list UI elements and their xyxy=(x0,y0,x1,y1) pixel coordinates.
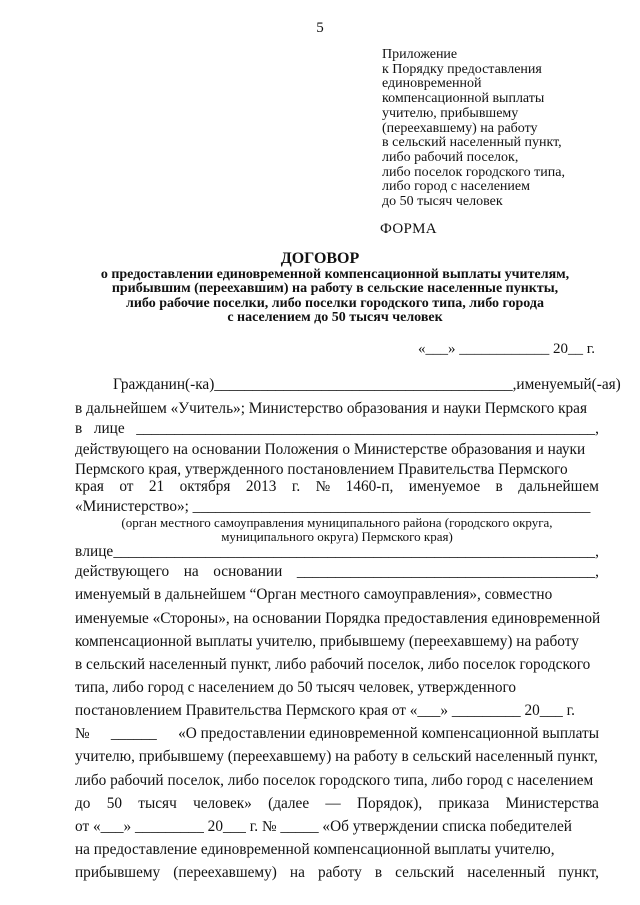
word: именуемое xyxy=(408,478,481,495)
word: лице xyxy=(82,543,114,560)
word: от xyxy=(119,478,134,495)
body-line-17: учителю, прибывшему (переехавшему) на работу в сельский населенный пункт, xyxy=(75,748,598,765)
word: Порядок), xyxy=(357,795,423,812)
word: в xyxy=(374,864,383,881)
blank-field: _______________________________________, xyxy=(214,376,517,393)
word: приказа xyxy=(438,795,490,812)
word: края xyxy=(75,478,104,495)
word: дальнейшем xyxy=(518,478,599,495)
word: сельский xyxy=(395,864,455,881)
word: Гражданин(-ка) xyxy=(113,376,215,393)
word: на xyxy=(183,563,199,580)
note-line: (орган местного самоуправления муниципального района (городского округа, xyxy=(121,515,553,530)
body-line-11: именуемые «Стороны», на основании Порядка предоставления единовременной xyxy=(75,610,601,627)
page-number: 5 xyxy=(316,20,324,36)
body-line-18: либо рабочий поселок, либо поселок городского типа, либо город с населением xyxy=(75,772,594,789)
appendix-line: Приложение xyxy=(382,47,458,62)
body-line-8 xyxy=(75,543,599,561)
word: 21 xyxy=(148,478,165,495)
body-line-12: компенсационной выплаты учителю, прибывшему (переехавшему) на работу xyxy=(75,633,579,650)
word: Министерства xyxy=(505,795,599,812)
body-line-6 xyxy=(75,478,599,496)
word: — xyxy=(325,795,341,812)
body-line-5: Пермского края, утвержденного постановлением Правительства Пермского xyxy=(75,461,568,478)
word: 1460-п, xyxy=(345,478,394,495)
document-subtitle xyxy=(70,268,600,326)
word: пункт, xyxy=(558,864,599,881)
blank-field: _______________________________________________________________, xyxy=(113,543,599,560)
subtitle-line: с населением до 50 тысяч человек xyxy=(227,310,443,326)
word: (далее xyxy=(268,795,310,812)
word: работу xyxy=(317,864,362,881)
body-line-14: типа, либо город с населением до 50 тысяч человек, утвержденного xyxy=(75,679,517,696)
body-line-3 xyxy=(75,420,599,438)
date-line: «___» ____________ 20__ г. xyxy=(418,341,595,357)
word: № xyxy=(75,725,90,742)
word: 2013 xyxy=(245,478,277,495)
subtitle-line: прибывшим (переехавшим) на работу в сельские населенные пункты, xyxy=(111,281,559,297)
word: в xyxy=(495,478,503,495)
appendix-line: в сельский населенный пункт, xyxy=(382,135,562,151)
body-line-9 xyxy=(75,563,599,581)
body-line-10: именуемый в дальнейшем “Орган местного самоуправления», совместно xyxy=(75,586,553,603)
word: в xyxy=(75,543,83,560)
body-line-19 xyxy=(75,795,599,813)
word: № xyxy=(315,478,331,495)
word: лице xyxy=(93,420,125,437)
body-line-7: «Министерство»; ____________________________________________________ xyxy=(75,498,591,515)
word: на xyxy=(289,864,305,881)
body-line-13: в сельский населенный пункт, либо рабочий поселок, либо поселок городского xyxy=(75,656,591,673)
body-line-1 xyxy=(75,376,621,394)
appendix-line: к Порядку предоставления xyxy=(382,61,542,77)
body-line-22 xyxy=(75,864,599,882)
blank-field: ____________________________________________________________, xyxy=(136,420,599,437)
appendix-block xyxy=(382,48,632,210)
form-label: ФОРМА xyxy=(380,221,437,237)
blank-field: _______________________________________, xyxy=(296,563,599,580)
word: (переехавшему) xyxy=(173,864,277,881)
body-line-4: действующего на основании Положения о Министерстве образования и науки xyxy=(75,441,586,458)
appendix-line: либо рабочий поселок, xyxy=(382,149,519,165)
body-line-21: на предоставление единовременной компенсационной выплаты учителю, xyxy=(75,841,555,858)
word: прибывшему xyxy=(75,864,161,881)
word: в xyxy=(75,420,83,437)
document-title: ДОГОВОР xyxy=(280,250,360,267)
body-line-16 xyxy=(75,725,599,743)
subtitle-line: о предоставлении единовременной компенсационной выплаты учителям, xyxy=(100,267,570,282)
word: г. xyxy=(291,478,301,495)
word: основании xyxy=(213,563,283,580)
word: 50 xyxy=(106,795,123,812)
appendix-line: либо город с населением xyxy=(382,179,530,195)
word: «О предоставлении единовременной компенсационной выплаты xyxy=(178,725,599,742)
blank-field: ______ xyxy=(110,725,157,742)
organ-note xyxy=(75,516,599,544)
body-line-20: от «___» _________ 20___ г. № _____ «Об утверждении списка победителей xyxy=(75,818,572,835)
word: октября xyxy=(179,478,231,495)
word: человек» xyxy=(193,795,252,812)
word: до xyxy=(75,795,91,812)
appendix-line: до 50 тысяч человек xyxy=(382,194,503,210)
word: населенный xyxy=(467,864,546,881)
appendix-line: компенсационной выплаты xyxy=(382,91,545,107)
word: тысяч xyxy=(138,795,177,812)
appendix-line: либо поселок городского типа, xyxy=(382,164,565,180)
body-line-2: в дальнейшем «Учитель»; Министерство образования и науки Пермского края xyxy=(75,400,588,417)
appendix-line: (переехавшему) на работу xyxy=(382,120,538,136)
word: действующего xyxy=(75,563,170,580)
body-line-15: постановлением Правительства Пермского края от «___» _________ 20___ г. xyxy=(75,702,575,719)
subtitle-line: либо рабочие поселки, либо поселки городского типа, либо города xyxy=(126,295,544,311)
note-line: муниципального округа) Пермского края) xyxy=(221,529,453,544)
appendix-line: единовременной xyxy=(382,76,482,92)
word: именуемый(-ая) xyxy=(516,376,621,393)
appendix-line: учителю, прибывшему xyxy=(382,105,519,121)
